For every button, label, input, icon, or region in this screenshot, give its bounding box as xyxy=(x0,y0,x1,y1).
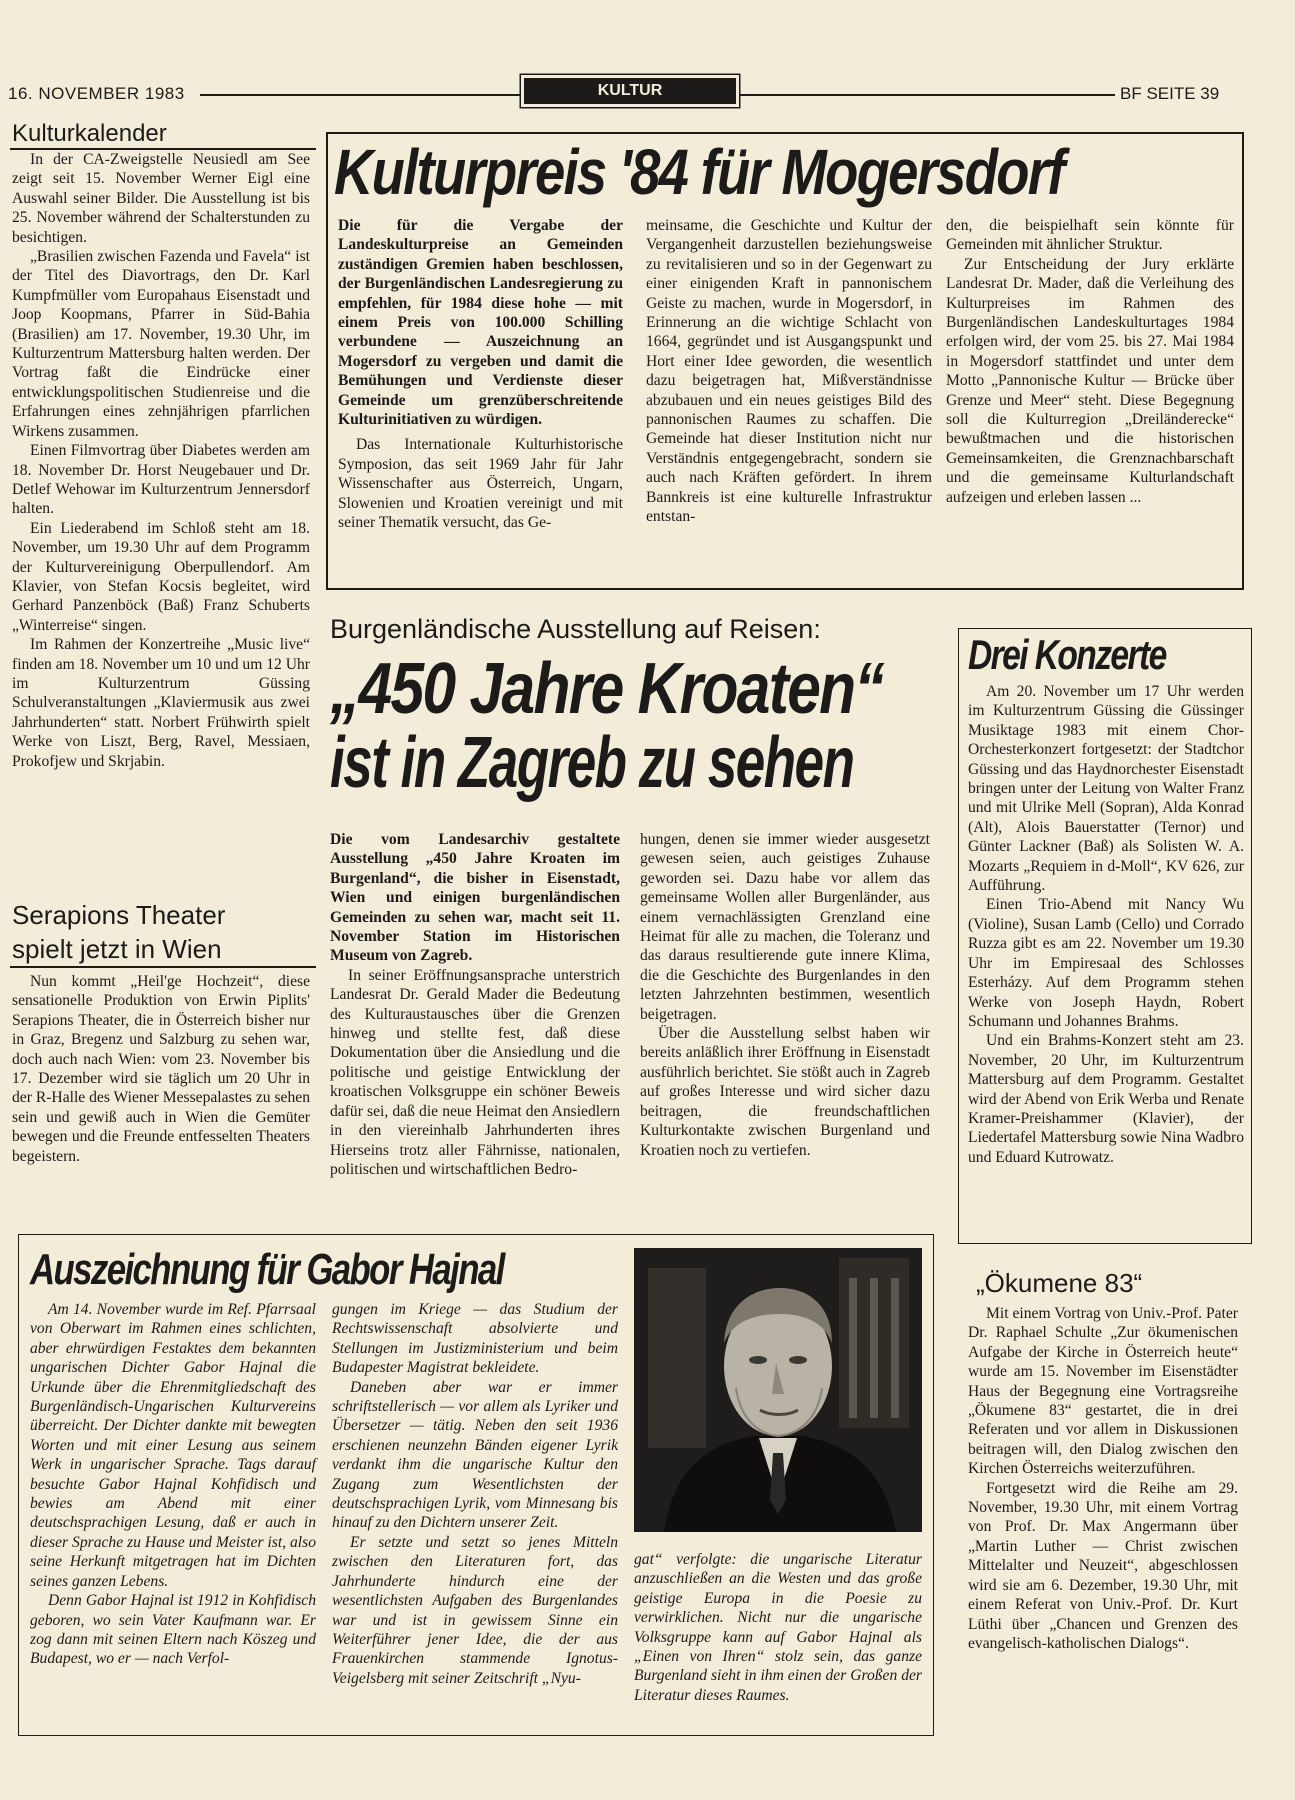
header-rule-left xyxy=(200,94,522,96)
oekumene-title: „Ökumene 83“ xyxy=(976,1268,1143,1298)
kroaten-lead: Die vom Landesarchiv gestaltete Ausstellung „450 Jahre Kroaten im Burgenland“, die bisher in Eisenstadt, Wien und einigen burgenländischen Gemeinden zu sehen war, macht seit 11. November Station im Historischen Museum von Zagreb. xyxy=(330,831,620,965)
oekumene-body xyxy=(968,1304,1238,1653)
kroaten-headline-1: „450 Jahre Kroaten“ xyxy=(330,649,883,729)
kulturkalender-paragraph: Ein Liederabend im Schloß steht am 18. November, um 19.30 Uhr auf dem Programm der Kulturvereinigung Oberpullendorf. Am Klavier, von Stefan Kocsis begleitet, wird Gerhard Panzenböck (Baß) Franz Schuberts „Winterreise“ singen. xyxy=(12,519,310,634)
kroaten-col1 xyxy=(330,830,620,1179)
mogersdorf-paragraph: Zur Entscheidung der Jury erklärte Landesrat Dr. Mader, daß die Verleihung des Kulturpreises im Rahmen des Burgenländischen Landeskulturtages 1984 erfolgen wird, der vom 25. bis 27. Mai 1984 in Mogersdorf stattfindet und unter dem Motto „Pannonische Kultur — Brücke über Grenze und Meer“ steht. Diese Begegnung soll die Kulturregion „Dreiländerecke“ bewußtmachen und die historischen Gemeinsamkeiten, die Grenznachbarschaft und die gemeinsame Kulturlandschaft aufzeigen und erleben lassen ... xyxy=(946,255,1234,506)
serapions-title-line2: spielt jetzt in Wien xyxy=(12,934,222,964)
hajnal-col3 xyxy=(634,1550,922,1705)
header-page: BF SEITE 39 xyxy=(1120,84,1220,103)
konzerte-paragraph: Einen Trio-Abend mit Nancy Wu (Violine), Susan Lamb (Cello) und Corrado Ruzza gibt es am 22. November um 19.30 Uhr im Empiresaal des Schlosses Esterházy. Auf dem Programm stehen Werke von Joseph Haydn, Robert Schumann und Johannes Brahms. xyxy=(968,896,1244,1030)
serapions-title-line1: Serapions Theater xyxy=(12,900,226,930)
kulturkalender-title: Kulturkalender xyxy=(12,120,167,147)
konzerte-paragraph: Am 20. November um 17 Uhr werden im Kulturzentrum Güssing die Güssinger Musiktage 1983 mit einem Chor-Orchesterkonzert fortgesetzt: der Stadtchor Güssing und das Haydnorchester Eisenstadt bringen unter der Leitung von Walter Franz und mit Ulrike Mell (Sopran), Alda Konrad (Alt), Alois Bauerstatter (Ternor) und Günter Lackner (Baß) als Solisten W. A. Mozarts „Requiem in d-Moll“, KV 626, zur Aufführung. xyxy=(968,683,1244,895)
mogersdorf-paragraph: meinsame, die Geschichte und Kultur der Vergangenheit darzustellen beziehungsweise zu revitalisieren und so in der Gegenwart zu einer einigenden Kraft in pannonischem Geiste zu machen, wurde in Mogersdorf, in Erinnerung an die wichtige Schlacht von 1664, gegründet und ist Ausgangspunkt und Hort einer Idee geworden, die wesentlich dazu beigetragen hat, Mißverständnisse abzubauen und ein neues geistiges Bild des pannonischen Raumes zu schaffen. Die Gemeinde hat dieser Institution nicht nur Verständnis entgegengebracht, sondern sie auch nach Kräften gefördert. In ihrem Bannkreis ist eine kulturelle Infrastruktur entstan- xyxy=(646,217,932,526)
header-date: 16. NOVEMBER 1983 xyxy=(8,84,185,103)
kroaten-kicker: Burgenländische Ausstellung auf Reisen: xyxy=(330,614,821,644)
kulturkalender-body xyxy=(12,150,310,771)
konzerte-headline: Drei Konzerte xyxy=(968,631,1166,678)
header-rule-right xyxy=(740,94,1115,96)
kroaten-paragraph: hungen, denen sie immer wieder ausgesetzt gewesen seien, auch geistiges Zuhause geworden sei. Dazu habe vor allem das gemeinsame Wollen aller Burgenländer, aus einem vernachlässigten Grenzland eine Heimat für alle zu machen, die Toleranz und das daraus resultierende gute innere Klima, die die Geschichte des Burgenlandes in den letzten Jahrzehnten bestimmen, wesentlich beigetragen. xyxy=(640,831,930,1023)
serapions-paragraph: Nun kommt „Heil'ge Hochzeit“, diese sensationelle Produktion von Erwin Piplits' Serapions Theater, die in Österreich bisher nur in Graz, Bregenz und Salzburg zu sehen war, doch auch nach Wien: vom 23. November bis 17. Dezember wird sie täglich um 20 Uhr in der R-Halle des Wiener Messepalastes zu sehen sein und gewiß auch in Wien die Gemüter bewegen und die Freunde entfesselten Theaters begeistern. xyxy=(12,973,310,1165)
mogersdorf-col1 xyxy=(338,216,623,533)
oekumene-paragraph: Mit einem Vortrag von Univ.-Prof. Pater Dr. Raphael Schulte „Zur ökumenischen Aufgabe der Kirche in Österreich heute“ wurde am 15. November im Eisenstädter Haus der Begegnung eine Vortragsreihe „Ökumene 83“ gestartet, die in drei Referaten und vor allem in Diskussionen beitragen will, den Dialog zwischen den Kirchen Österreichs weiterzuführen. xyxy=(968,1305,1238,1478)
kroaten-paragraph: Über die Ausstellung selbst haben wir bereits anläßlich ihrer Eröffnung in Eisenstadt ausführlich berichtet. Sie stößt auch in Zagreb auf großes Interesse und wird sicher dazu beitragen, die freundschaftlichen Kulturkontakte zwischen Burgenland und Kroatien noch zu vertiefen. xyxy=(640,1025,930,1159)
hajnal-paragraph: Er setzte und setzt so jenes Mitteln zwischen den Literaturen fort, das Jahrhunderte hindurch eine der wesentlichsten Aufgaben des Burgenlandes war und ist in gewissem Sinne ein Weiterführer jener Idee, die der aus Frauenkirchen stammende Ignotus-Veigelsberg mit seiner Zeitschrift „Nyu- xyxy=(332,1533,618,1687)
kroaten-col2 xyxy=(640,830,930,1160)
konzerte-paragraph: Und ein Brahms-Konzert steht am 23. November, 20 Uhr, im Kulturzentrum Mattersburg auf dem Programm. Gestaltet wird der Abend von Erik Werba und Renate Kramer-Preishammer (Klavier), der Liedertafel Mattersburg sowie Nina Wadbro und Eduard Kutrowatz. xyxy=(968,1032,1244,1166)
serapions-title xyxy=(12,898,225,966)
mogersdorf-headline: Kulturpreis '84 für Mogersdorf xyxy=(334,136,1064,208)
mogersdorf-lead: Die für die Vergabe der Landeskulturpreise an Gemeinden zuständigen Gremien haben beschlossen, der Burgenländischen Landesregierung zu empfehlen, für 1984 diese hohe — mit einem Preis von 100.000 Schilling verbundene — Auszeichnung an Mogersdorf zu vergeben und damit die Bemühungen und Verdienste dieser Gemeinde um grenzüberschreitende Kulturinitiativen zu würdigen. xyxy=(338,217,623,429)
hajnal-col2 xyxy=(332,1300,618,1688)
kulturkalender-paragraph: In der CA-Zweigstelle Neusiedl am See zeigt seit 15. November Werner Eigl eine Auswahl seiner Bilder. Die Ausstellung ist bis 25. November während der Schalterstunden zu besichtigen. xyxy=(12,151,310,246)
portrait-image xyxy=(634,1248,922,1532)
hajnal-col1 xyxy=(30,1300,316,1669)
kulturkalender-paragraph: „Brasilien zwischen Fazenda und Favela“ ist der Titel des Diavortrags, den Dr. Karl Kumpfmüller vom Europahaus Eisenstadt und Joop Koopmans, Pfarrer in Süd-Bahia (Brasilien) am 17. November, 19.30 Uhr, im Kulturzentrum Mattersburg halten werden. Der Vortrag faßt die Eindrücke einer entwicklungspolitischen Studienreise und die Erfahrungen eines zehnjährigen pfarrlichen Wirkens zusammen. xyxy=(12,248,310,440)
kulturkalender-paragraph: Im Rahmen der Konzertreihe „Music live“ finden am 18. November um 10 und um 12 Uhr im Kulturzentrum Güssing Schulveranstaltungen „Klaviermusik aus zwei Jahrhunderten“ statt. Norbert Frühwirth spielt Werke von Liszt, Berg, Ravel, Messiaen, Prokofjew und Skrjabin. xyxy=(12,636,310,770)
mogersdorf-paragraph: Das Internationale Kulturhistorische Symposion, das seit 1969 Jahr für Jahr Wissenschafter aus Österreich, Ungarn, Slowenien und Kroatien vereinigt und mit seiner Thematik versucht, das Ge- xyxy=(338,436,623,532)
hajnal-paragraph: Daneben aber war er immer schriftstellerisch — vor allem als Lyriker und Übersetzer — tätig. Neben den seit 1936 erschienen neunzehn Bänden eigener Lyrik verdankt ihm die ungarische Kultur den Zugang zum Wesentlichsten der deutschsprachigen Lyrik, vom Minnesang bis hinauf zu den Dichtern unserer Zeit. xyxy=(332,1378,618,1532)
hajnal-paragraph: Denn Gabor Hajnal ist 1912 in Kohfidisch geboren, wo sein Vater Kaufmann war. Er zog dann mit seinen Eltern nach Köszeg und Budapest, wo er — nach Verfol- xyxy=(30,1592,316,1668)
hajnal-headline: Auszeichnung für Gabor Hajnal xyxy=(30,1245,504,1294)
hajnal-paragraph: Am 14. November wurde im Ref. Pfarrsaal von Oberwart im Rahmen eines schlichten, aber ehrwürdigen Festaktes dem bekannten ungarischen Dichter Gabor Hajnal die Urkunde über die Ehrenmitgliedschaft des Burgenländisch-Ungarischen Kulturvereins überreicht. Der Dichter dankte mit bewegten Worten und mit einer Lesung aus seinem Werk in ungarischer Sprache. Tags darauf besuchte Gabor Hajnal Kohfidisch und bewies am Abend mit einer deutschsprachigen Lesung, daß er auch in dieser Sprache zu Hause und Meister ist, also seine Herkunft mitgetragen hat im Dichten seines ganzen Lebens. xyxy=(30,1301,316,1590)
kulturkalender-paragraph: Einen Filmvortrag über Diabetes werden am 18. November Dr. Horst Neugebauer und Dr. Detlef Wehowar im Kulturzentrum Jennersdorf halten. xyxy=(12,442,310,518)
mogersdorf-col2 xyxy=(646,216,932,527)
hajnal-paragraph: gat“ verfolgte: die ungarische Literatur anzuschließen an die Westen und das große geistige Europa in die Poesie zu verwirklichen. Nicht nur die ungarische Volksgruppe kann auf Gabor Hajnal als „Einen von Ihren“ stolz sein, das ganze Burgenland sieht in ihm einen der Großen der Literatur dieses Raumes. xyxy=(634,1551,922,1704)
hajnal-paragraph: gungen im Kriege — das Studium der Rechtswissenschaft absolvierte und Stellungen im Justizministerium und beim Budapester Magistrat bekleidete. xyxy=(332,1301,618,1377)
kroaten-headline-2: ist in Zagreb zu sehen xyxy=(330,723,854,803)
kroaten-paragraph: In seiner Eröffnungsansprache unterstrich Landesrat Dr. Gerald Mader die Bedeutung des Kulturaustausches über die Grenzen hinweg und stellte fest, daß diese Dokumentation über die Ansiedlung und die politische und geistige Entwicklung der kroatischen Volksgruppe ein schöner Beweis dafür sei, daß die neue Heimat den Ansiedlern in den viereinhalb Jahrhunderten ihres Hierseins trotz aller Fährnisse, nationalen, politischen und wirtschaftlichen Bedro- xyxy=(330,966,620,1178)
mogersdorf-paragraph: den, die beispielhaft sein könnte für Gemeinden mit ähnlicher Struktur. xyxy=(946,217,1234,254)
serapions-body xyxy=(12,972,310,1166)
konzerte-body xyxy=(968,682,1244,1167)
mogersdorf-col3 xyxy=(946,216,1234,507)
oekumene-paragraph: Fortgesetzt wird die Reihe am 29. November, 19.30 Uhr, mit einem Vortrag von Prof. Dr. Max Angermann über „Martin Luther — Christ zwischen Mittelalter und Neuzeit“, abgeschlossen wird sie am 6. Dezember, 19.30 Uhr, mit einem Referat von Univ.-Prof. Dr. Kurt Lüthi über „Chancen und Grenzen des evangelisch-katholischen Dialogs“. xyxy=(968,1479,1238,1652)
hajnal-portrait-photo xyxy=(634,1248,922,1532)
serapions-rule xyxy=(10,966,316,968)
section-label: KULTUR xyxy=(524,78,736,104)
